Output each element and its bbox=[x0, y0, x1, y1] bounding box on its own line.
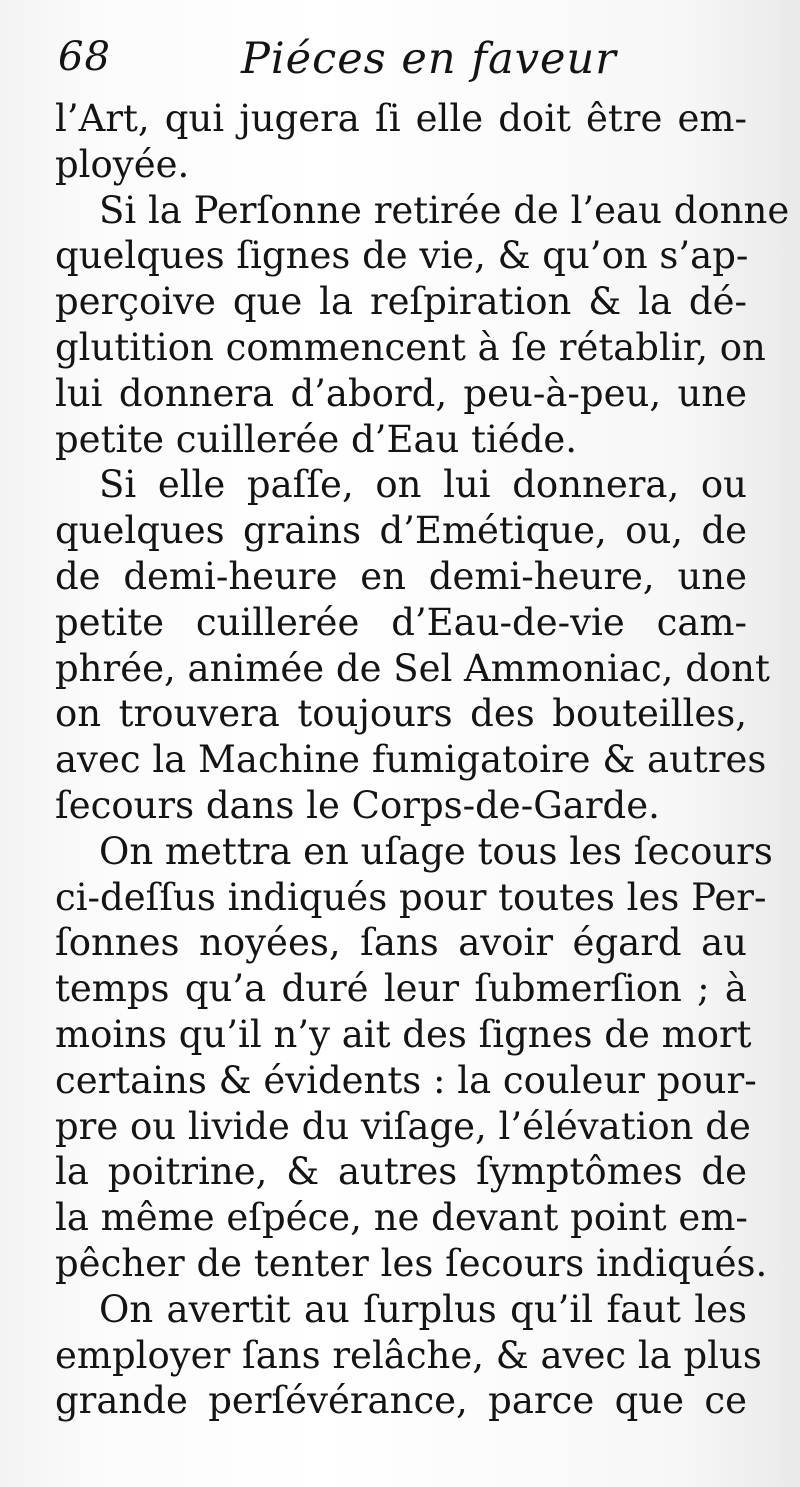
text-line: certains & évidents : la couleur pour- bbox=[55, 1058, 757, 1102]
text-line: Si elle paſſe, on lui donnera, ou bbox=[99, 463, 747, 507]
text-line: la poitrine, & autres ſymptômes de bbox=[55, 1150, 747, 1194]
page-header bbox=[58, 34, 748, 90]
text-line: On avertit au ſurplus qu’il faut les bbox=[99, 1287, 747, 1331]
text-line: ſonnes noyées, ſans avoir égard au bbox=[55, 921, 747, 965]
text-line: employer ſans relâche, & avec la plus bbox=[55, 1333, 762, 1377]
text-line: petite cuillerée d’Eau-de-vie cam- bbox=[55, 600, 747, 644]
text-line: grande perſévérance, parce que ce bbox=[55, 1379, 747, 1423]
text-line: lui donnera d’abord, peu-à-peu, une bbox=[55, 371, 747, 415]
text-line: avec la Machine fumigatoire & autres bbox=[55, 738, 767, 782]
text-line: perçoive que la reſpiration & la dé- bbox=[55, 280, 747, 324]
text-line: pre ou livide du viſage, l’élévation de bbox=[55, 1104, 751, 1148]
text-line: pêcher de tenter les ſecours indiqués. bbox=[55, 1241, 768, 1285]
text-line: de demi-heure en demi-heure, une bbox=[55, 554, 747, 598]
text-line: moins qu’il n’y ait des ſignes de mort bbox=[55, 1012, 752, 1056]
text-line: On mettra en uſage tous les ſecours bbox=[99, 829, 773, 873]
text-line: temps qu’a duré leur ſubmerſion ; à bbox=[55, 967, 747, 1011]
text-line: Si la Perſonne retirée de l’eau donne bbox=[99, 188, 790, 232]
text-line: petite cuillerée d’Eau tiéde. bbox=[55, 417, 578, 461]
body-text bbox=[55, 96, 790, 1424]
text-line: phrée, animée de Sel Ammoniac, dont bbox=[55, 646, 770, 690]
text-line: ployée. bbox=[55, 142, 190, 186]
text-line: l’Art, qui jugera ſi elle doit être em- bbox=[55, 97, 747, 140]
running-title: Piéces en faveur bbox=[241, 34, 617, 84]
text-line: ſecours dans le Corps-de-Garde. bbox=[55, 783, 660, 827]
text-line: la même eſpéce, ne devant point em- bbox=[55, 1196, 748, 1240]
text-line: quelques ſignes de vie, & qu’on s’ap- bbox=[55, 234, 749, 278]
page-number: 68 bbox=[58, 34, 111, 80]
text-line: on trouvera toujours des bouteilles, bbox=[55, 692, 747, 736]
text-line: ci-deſſus indiqués pour toutes les Per- bbox=[55, 875, 767, 919]
text-line: glutition commencent à ſe rétablir, on bbox=[55, 325, 766, 369]
text-line: quelques grains d’Emétique, ou, de bbox=[55, 509, 747, 553]
